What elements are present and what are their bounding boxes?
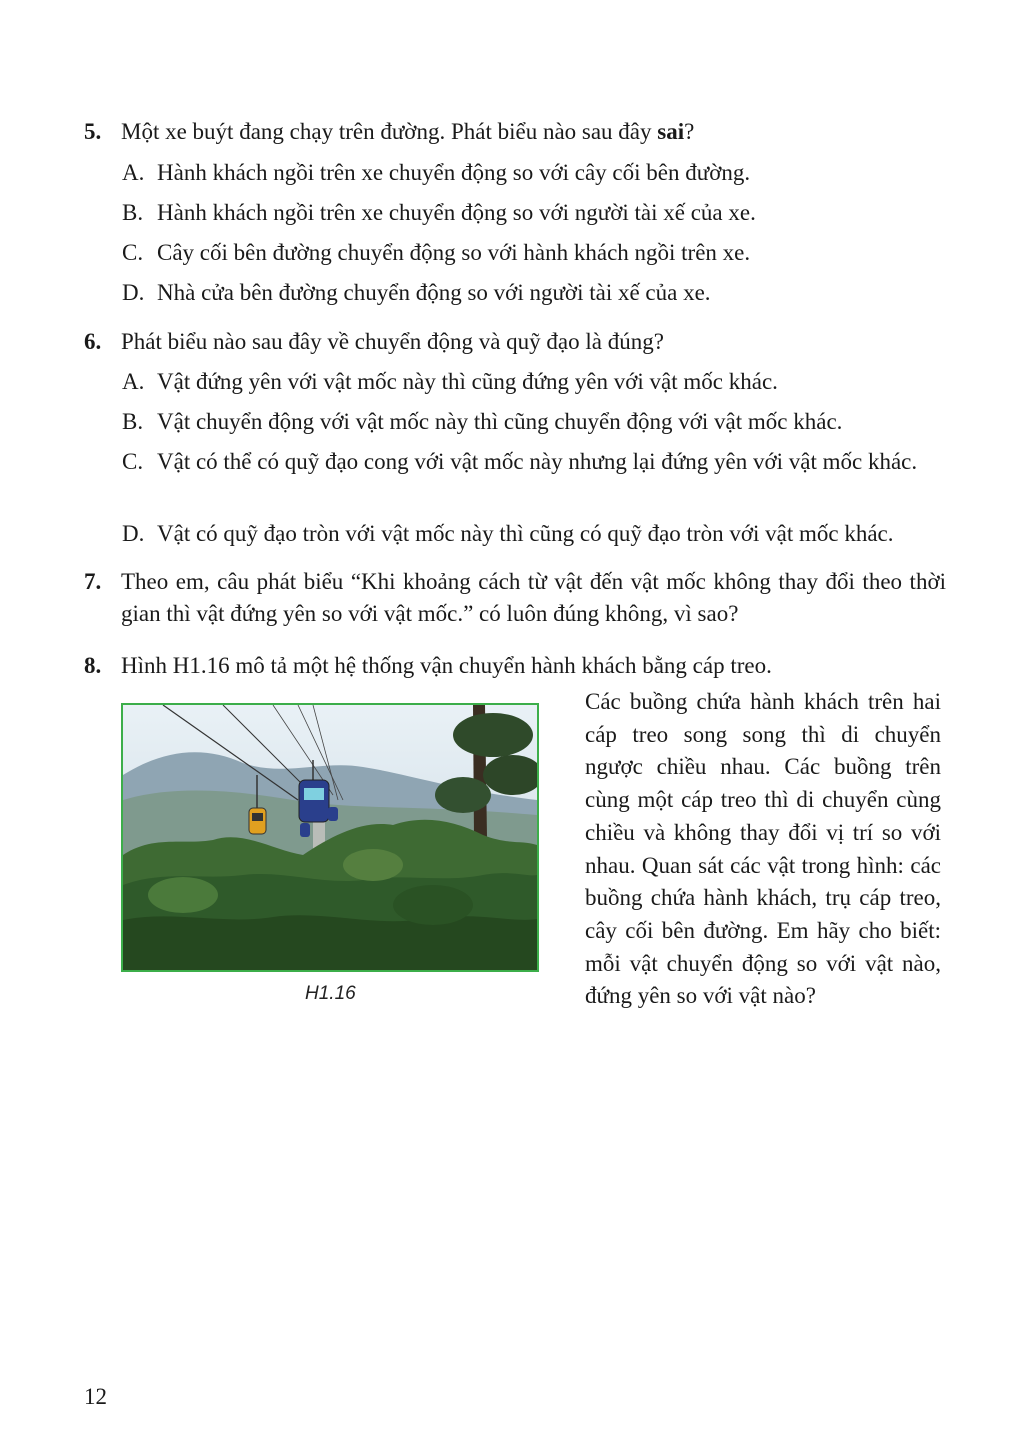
option-letter: B. [122,200,144,225]
stem-text: Một xe buýt đang chạy trên đường. Phát biểu nào sau đây [121,119,658,144]
option-letter: C. [122,240,144,265]
stem-punct: ? [684,119,695,144]
option-text: Nhà cửa bên đường chuyển động so với người tài xế của xe. [157,280,711,305]
option-6c [122,446,946,478]
option-letter: C. [122,449,144,474]
option-letter: A. [122,160,145,185]
stem-bold-word: sai [657,119,685,144]
figure-caption: H1.16 [305,983,356,1004]
option-letter: A. [122,369,145,394]
option-5c [122,237,946,269]
option-text: Vật có quỹ đạo tròn với vật mốc này thì cũng có quỹ đạo tròn với vật mốc khác. [157,521,894,546]
question-stem [121,116,946,148]
option-text: Cây cối bên đường chuyển động so với hành khách ngồi trên xe. [157,240,751,265]
option-text: Hành khách ngồi trên xe chuyển động so với người tài xế của xe. [157,200,756,225]
option-text: Vật chuyển động với vật mốc này thì cũng chuyển động với vật mốc khác. [157,409,843,434]
question-8-body: Các buồng chứa hành khách trên hai cáp treo song song thì di chuyển ngược chiều nhau. Các buồng trên cùng một cáp treo thì di chuyển cùng chiều và không thay đổi vị trí so với nhau. Quan sát các vật trong hình: các buồng chứa hành khách, trụ cáp treo, cây cối bên đường. Em hãy cho biết: mỗi vật chuyển động so với vật nào, đứng yên so với vật nào? [585,689,941,1009]
option-6b [122,406,946,438]
option-text: Vật đứng yên với vật mốc này thì cũng đứng yên với vật mốc khác. [157,369,778,394]
question-stem: Phát biểu nào sau đây về chuyển động và quỹ đạo là đúng? [121,329,664,354]
option-5d [122,277,946,309]
question-6 [84,326,946,358]
cable-car-photo [121,703,539,972]
question-number: 5. [84,119,102,144]
question-number: 8. [84,653,102,678]
option-letter: D. [122,521,145,546]
option-letter: D. [122,280,145,305]
question-number: 6. [84,329,102,354]
question-7 [84,566,946,630]
option-text: Vật có thể có quỹ đạo cong với vật mốc này nhưng lại đứng yên với vật mốc khác. [157,449,918,474]
question-8 [84,650,946,682]
question-5 [84,116,946,148]
option-text: Hành khách ngồi trên xe chuyển động so với cây cối bên đường. [157,160,751,185]
option-5b [122,197,946,229]
option-letter: B. [122,409,144,434]
option-5a [122,157,946,189]
option-6d [122,518,946,550]
question-stem: Theo em, câu phát biểu “Khi khoảng cách từ vật đến vật mốc không thay đổi theo thời gian thì vật đứng yên so với vật mốc.” có luôn đúng không, vì sao? [121,569,946,626]
question-number: 7. [84,569,102,594]
question-stem: Hình H1.16 mô tả một hệ thống vận chuyển hành khách bằng cáp treo. [121,653,772,678]
cable-car-illustration [123,705,537,970]
option-6a [122,366,946,398]
page-number: 12 [84,1384,107,1409]
